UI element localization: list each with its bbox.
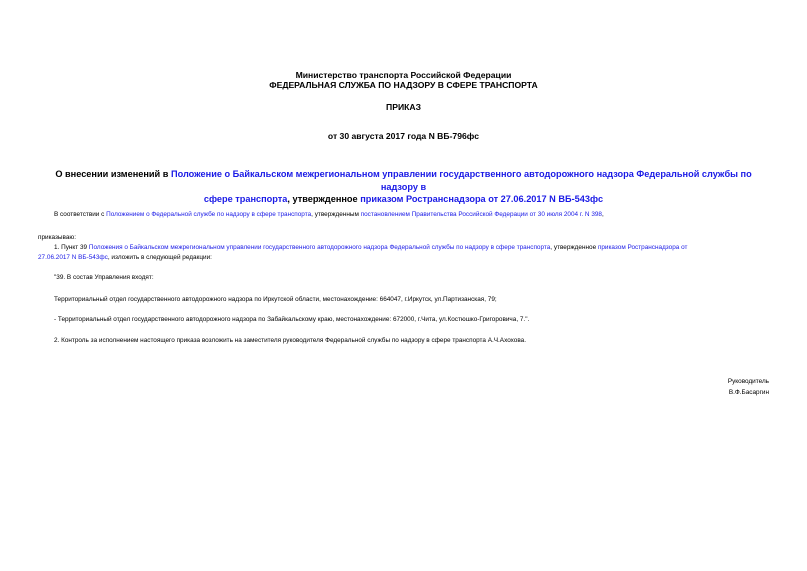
document-type: ПРИКАЗ (386, 102, 421, 112)
item-1-link-order[interactable]: приказом Ространснадзора от (597, 244, 688, 251)
item-1-text: , утвержденное (550, 244, 598, 251)
preamble-text: , (601, 211, 604, 218)
title-link-order[interactable]: приказом Ространснадзора от 27.06.2017 N ВБ-543фс (360, 194, 604, 204)
ministry-name: Министерство транспорта Российской Федерации (295, 70, 512, 80)
title-middle: , утвержденное (287, 194, 361, 204)
title-link-regulation[interactable]: Положение о Байкальском межрегиональном управлении государственного автодорожного надзора Федеральной службы по надзору в сфере транспорта (170, 169, 752, 204)
territorial-unit-1: Территориальный отдел государственного автодорожного надзора по Иркутской области, местонахождение: 664047, г.Иркутск, ул.Партизанская, 79; (54, 296, 497, 303)
service-name: ФЕДЕРАЛЬНАЯ СЛУЖБА ПО НАДЗОРУ В СФЕРЕ ТРАНСПОРТА (269, 80, 538, 90)
item-1-link-order-number[interactable]: 27.06.2017 N ВБ-543фс (38, 254, 108, 261)
signature-position: Руководитель (727, 378, 769, 385)
preamble-text: В соответствии с (54, 211, 107, 218)
preamble-text: , утвержденным (311, 211, 361, 218)
order-word: приказываю: (38, 234, 76, 241)
item-1-line-2 (38, 253, 212, 263)
item-2: 2. Контроль за исполнением настоящего приказа возложить на заместителя руководителя Федеральной службы по надзору в сфере транспорта А.Ч.Ахохова. (54, 337, 527, 344)
item-1-link-regulation[interactable]: Положения о Байкальском межрегиональном управлении государственного автодорожного надзора Федеральной службы по надзору в сфере транспорта (88, 244, 551, 251)
item-1-text: 1. Пункт 39 (54, 244, 89, 251)
quote-intro: "39. В состав Управления входят: (54, 274, 154, 281)
item-1-text: , изложить в следующей редакции: (107, 254, 212, 261)
signature-name: В.Ф.Басаргин (728, 389, 769, 396)
document-title (38, 168, 769, 206)
preamble (54, 210, 604, 220)
territorial-unit-2: - Территориальный отдел государственного автодорожного надзора по Забайкальскому краю, местонахождение: 672000, г.Чита, ул.Костюшко-Григоровича, 7.". (54, 316, 530, 323)
preamble-link-service-regulation[interactable]: Положением о Федеральной службе по надзору в сфере транспорта (106, 211, 312, 218)
preamble-link-government-decree[interactable]: постановлением Правительства Российской Федерации от 30 июля 2004 г. N 398 (360, 211, 602, 218)
item-1-line-1 (54, 243, 687, 253)
document-date-number: от 30 августа 2017 года N ВБ-796фс (327, 131, 480, 141)
title-prefix: О внесении изменений в (55, 169, 171, 179)
